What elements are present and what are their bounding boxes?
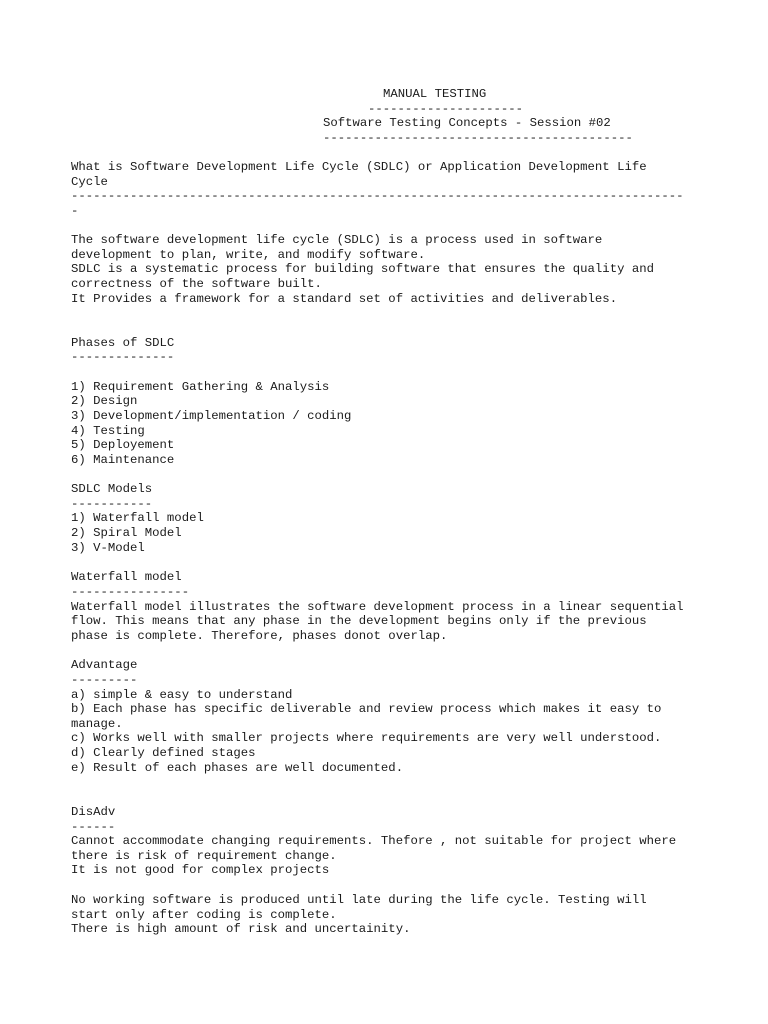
doc-subtitle-rule: ------------------------------------------ bbox=[323, 131, 633, 145]
phase-list-item: 1) Requirement Gathering & Analysis bbox=[71, 380, 330, 394]
disadvantage-line: Cannot accommodate changing requirements. Thefore , not suitable for project where bbox=[71, 834, 677, 848]
doc-subtitle: Software Testing Concepts - Session #02 bbox=[323, 116, 611, 130]
phase-list-item: 5) Deployement bbox=[71, 438, 175, 452]
phase-list-item: 6) Maintenance bbox=[71, 453, 175, 467]
sdlc-heading-rule: ----------------------------------------------------------------------------------- bbox=[71, 189, 684, 203]
phases-heading: Phases of SDLC bbox=[71, 336, 175, 350]
waterfall-heading: Waterfall model bbox=[71, 570, 182, 584]
sdlc-heading-rule-wrap: - bbox=[71, 204, 79, 218]
phases-heading-rule: -------------- bbox=[71, 350, 175, 364]
advantage-line: d) Clearly defined stages bbox=[71, 746, 256, 760]
disadvantage-line: No working software is produced until late during the life cycle. Testing will bbox=[71, 893, 647, 907]
sdlc-heading: What is Software Development Life Cycle (SDLC) or Application Development Life bbox=[71, 160, 647, 174]
doc-title: MANUAL TESTING bbox=[383, 87, 487, 101]
models-heading-rule: ----------- bbox=[71, 497, 153, 511]
waterfall-paragraph-line: phase is complete. Therefore, phases donot overlap. bbox=[71, 629, 448, 643]
advantage-heading-rule: --------- bbox=[71, 673, 138, 687]
model-list-item: 3) V-Model bbox=[71, 541, 145, 555]
advantage-line: c) Works well with smaller projects where requirements are very well understood. bbox=[71, 731, 662, 745]
waterfall-paragraph-line: flow. This means that any phase in the development begins only if the previous bbox=[71, 614, 647, 628]
sdlc-paragraph-line: It Provides a framework for a standard set of activities and deliverables. bbox=[71, 292, 618, 306]
waterfall-paragraph-line: Waterfall model illustrates the software development process in a linear sequential bbox=[71, 600, 684, 614]
advantage-line: a) simple & easy to understand bbox=[71, 688, 293, 702]
disadvantage-line: It is not good for complex projects bbox=[71, 863, 330, 877]
sdlc-paragraph-line: The software development life cycle (SDLC) is a process used in software bbox=[71, 233, 603, 247]
sdlc-heading-continued: Cycle bbox=[71, 175, 108, 189]
sdlc-paragraph-line: development to plan, write, and modify software. bbox=[71, 248, 426, 262]
phase-list-item: 3) Development/implementation / coding bbox=[71, 409, 352, 423]
advantage-line: e) Result of each phases are well documented. bbox=[71, 761, 404, 775]
phase-list-item: 4) Testing bbox=[71, 424, 145, 438]
advantage-heading: Advantage bbox=[71, 658, 138, 672]
disadvantage-line: there is risk of requirement change. bbox=[71, 849, 337, 863]
sdlc-paragraph-line: SDLC is a systematic process for building software that ensures the quality and bbox=[71, 262, 654, 276]
advantage-line: b) Each phase has specific deliverable and review process which makes it easy to bbox=[71, 702, 662, 716]
advantage-line: manage. bbox=[71, 717, 123, 731]
phase-list-item: 2) Design bbox=[71, 394, 138, 408]
model-list-item: 2) Spiral Model bbox=[71, 526, 182, 540]
sdlc-paragraph-line: correctness of the software built. bbox=[71, 277, 322, 291]
doc-title-rule: --------------------- bbox=[368, 102, 523, 116]
models-heading: SDLC Models bbox=[71, 482, 153, 496]
disadvantage-heading-rule: ------ bbox=[71, 820, 116, 834]
waterfall-heading-rule: ---------------- bbox=[71, 585, 190, 599]
disadvantage-line: start only after coding is complete. bbox=[71, 908, 337, 922]
disadvantage-heading: DisAdv bbox=[71, 805, 116, 819]
disadvantage-line: There is high amount of risk and uncertainity. bbox=[71, 922, 411, 936]
model-list-item: 1) Waterfall model bbox=[71, 511, 204, 525]
